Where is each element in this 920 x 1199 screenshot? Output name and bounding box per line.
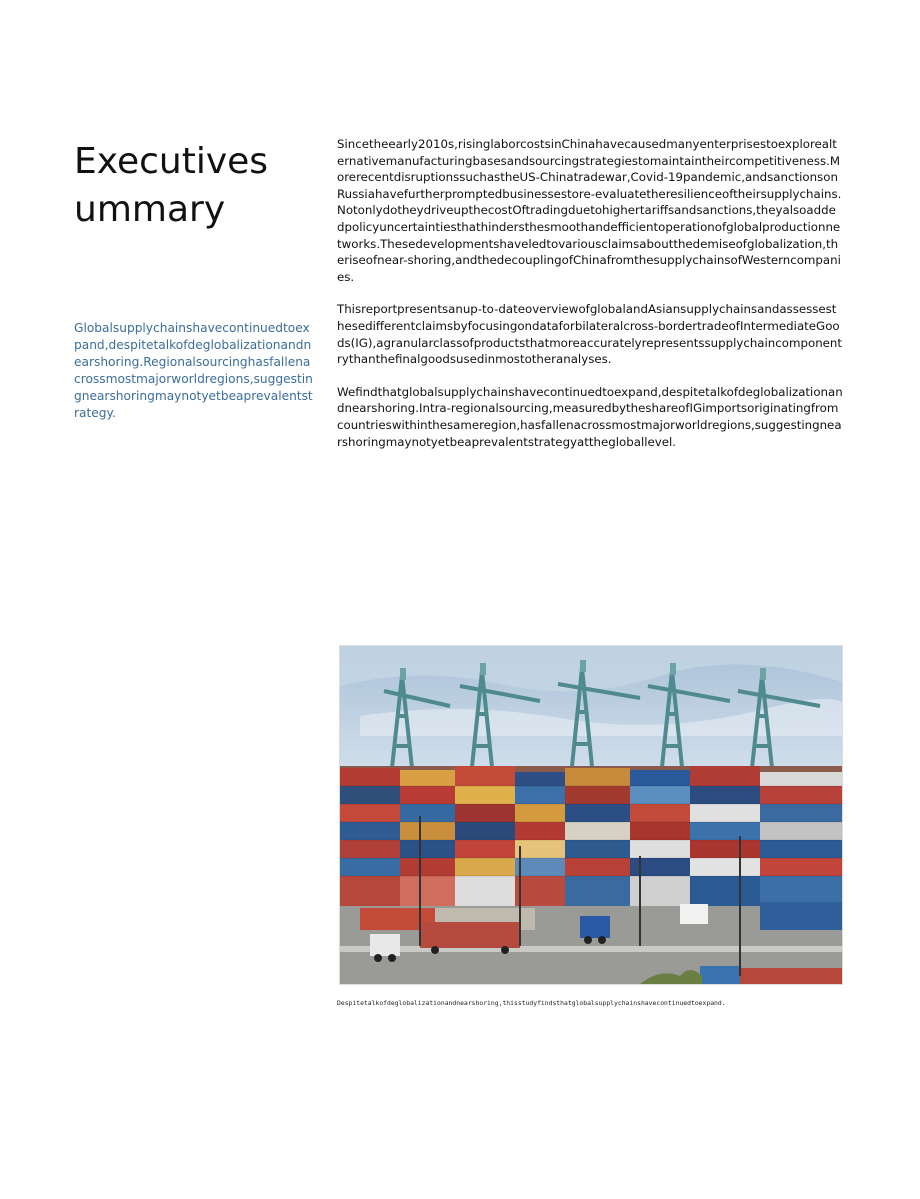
title-line-2: ummary [74,189,226,230]
body-paragraph-2: Thisreportpresentsanup-to-dateoverviewofglobalandAsiansupplychainsandassessesthesedifferentclaimsbyfocusingondataforbilateralcross-bordertradeofIntermediateGoods(IG),agranularclassofproductsthatmoreaccuratelyrepresentssupplychaincomponentrythanthefinalgoodsusedinmostotheranalyses. [337,302,843,367]
body-paragraph-1: Sincetheearly2010s,risinglaborcostsinChinahavecausedmanyenterprisestoexplorealternativemanufacturingbasesandsourcingstrategiestomaintaintheircompetitiveness.MorerecentdisruptionssuchastheUS-Chinatradewar,Covid-19pandemic,andsanctionsonRussiahavefurtherpromptedbusinessestore-evaluatetheresilienceoftheirsupplychains.NotonlydotheydriveupthecostOftradingduetohighertariffsandsanctions,theyalsoaddedpolicyuncertaintiesthathindersthesmoothandefficientoperationofglobalproductionnetworks.Thesedevelopmentshaveledtovariousclaimsaboutthedemiseofglobalization,theriseofnear-shoring,andthedecouplingofChinafromthesupplychainsofWesterncompanies. [337,137,842,284]
container-port-photo [339,645,843,985]
page-title [74,138,314,234]
body-paragraph-3: Wefindthatglobalsupplychainshavecontinuedtoexpand,despitetalkofdeglobalizationandnearshoring.Intra-regionalsourcing,measuredbytheshareofIGimportsoriginatingfromcountrieswithinthesameregion,hasfallenacrossmostmajorworldregions,suggestingnearshoringmaynotyetbeaprevalentstrategyatthegloballevel. [337,384,843,449]
body-text [337,136,843,466]
container-port-illustration [340,646,842,984]
title-line-1: Executives [74,141,269,182]
photo-caption: Despitetalkofdeglobalizationandnearshoring,thisstudyfindsthatglobalsupplychainshavecontinuedtoexpand. [337,999,726,1007]
pull-quote: Globalsupplychainshavecontinuedtoexpand,despitetalkofdeglobalizationandnearshoring.Regionalsourcinghasfallenacrossmostmajorworldregions,suggestingnearshoringmaynotyetbeaprevalentstrategy. [74,321,313,420]
